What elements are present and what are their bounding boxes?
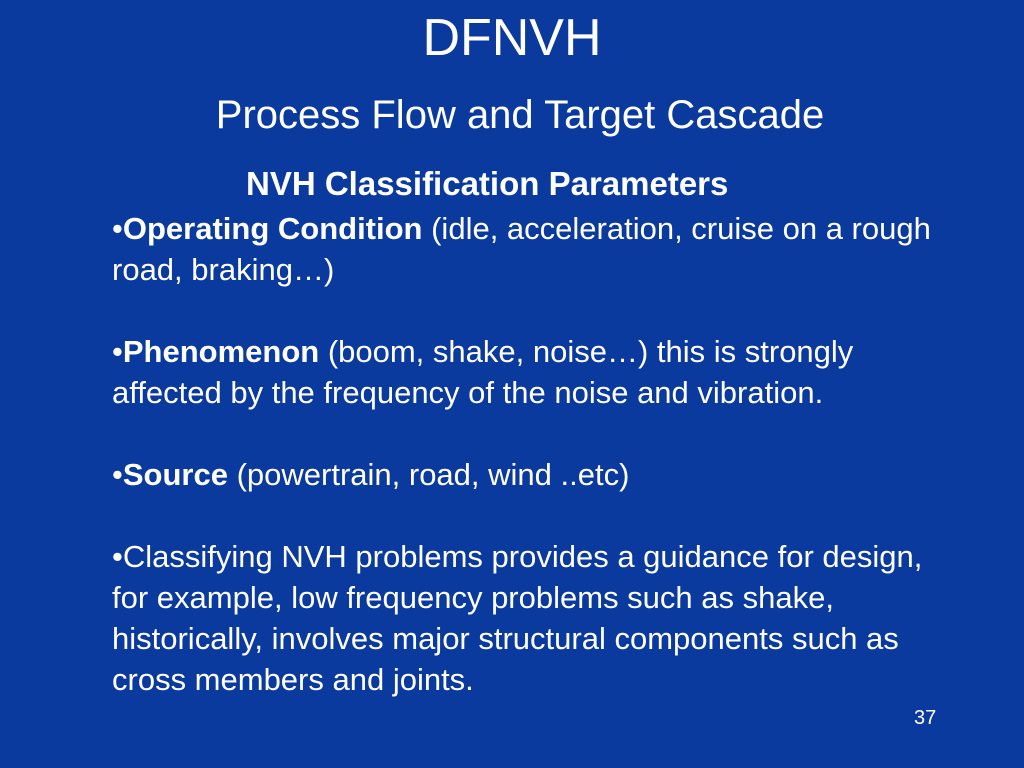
bullet-operating-condition (112, 208, 932, 290)
bullet-label: Source (122, 457, 228, 492)
bullet-label: Phenomenon (122, 334, 320, 369)
bullet-marker: • (112, 457, 123, 492)
bullet-text: (idle, acceleration, cruise on a rough road, braking…) (112, 211, 931, 287)
bullet-text: (powertrain, road, wind ..etc) (227, 457, 630, 492)
slide-subtitle: Process Flow and Target Cascade (215, 93, 825, 137)
bullet-source (112, 454, 932, 495)
slide-title: DFNVH (422, 9, 602, 67)
bullet-marker: • (112, 211, 123, 246)
bullet-classifying (112, 536, 932, 700)
bullet-label: Operating Condition (122, 211, 423, 246)
bullet-text: Classifying NVH problems provides a guidance for design, for example, low frequency problems such as shake, historically, involves major structural components such as cross members and joints. (112, 539, 923, 697)
bullet-text: (boom, shake, noise…) this is strongly affected by the frequency of the noise and vibration. (112, 334, 854, 410)
page-number: 37 (914, 707, 937, 729)
bullet-phenomenon (112, 331, 932, 413)
bullet-list (112, 208, 932, 700)
bullet-marker: • (112, 539, 123, 574)
section-heading: NVH Classification Parameters (246, 165, 729, 202)
bullet-marker: • (112, 334, 123, 369)
